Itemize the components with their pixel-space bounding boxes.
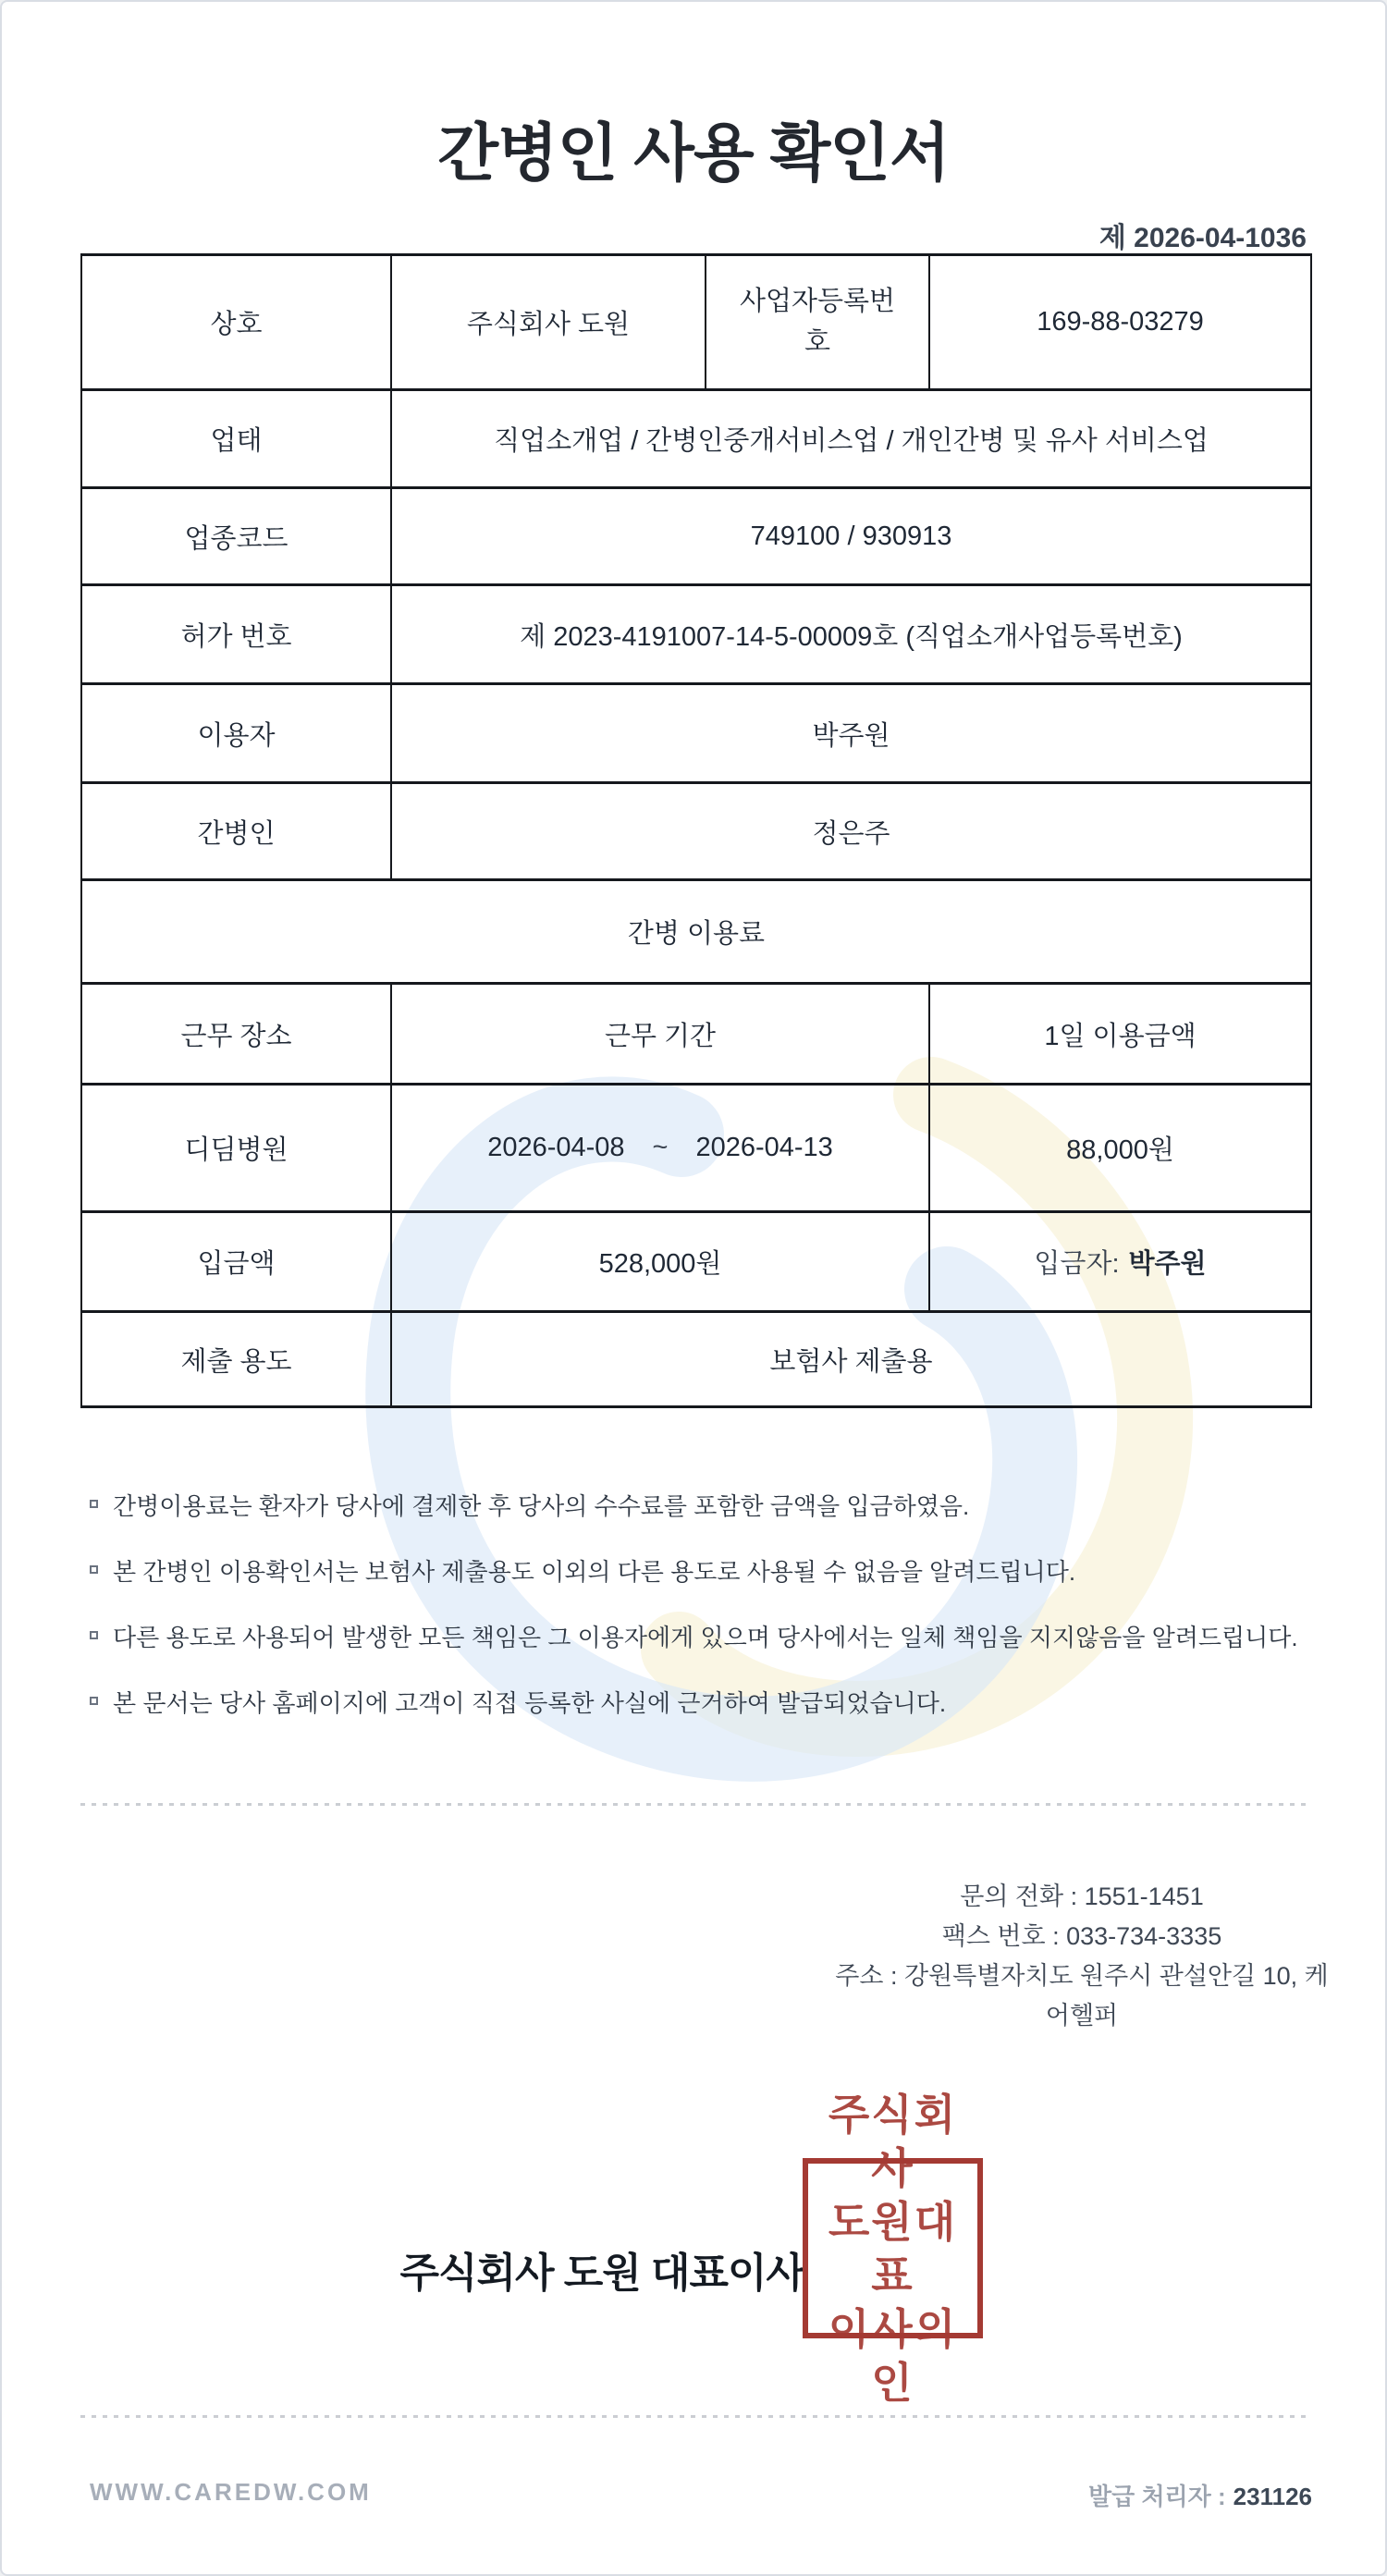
industry-code-label: 업종코드 bbox=[81, 488, 391, 585]
fee-header-row bbox=[81, 984, 1311, 1085]
user-label: 이용자 bbox=[81, 684, 391, 783]
square-bullet-icon bbox=[90, 1565, 98, 1574]
work-period-value bbox=[391, 1085, 929, 1212]
note-text: 간병이용료는 환자가 당사에 결제한 후 당사의 수수료를 포함한 금액을 입금하였음. bbox=[113, 1492, 970, 1520]
work-place-value: 디딤병원 bbox=[81, 1085, 391, 1212]
note-item bbox=[90, 1556, 1319, 1585]
table-row bbox=[81, 390, 1311, 488]
depositor-cell bbox=[929, 1212, 1311, 1312]
company-seal-stamp bbox=[803, 2090, 983, 2407]
note-text: 본 문서는 당사 홈페이지에 고객이 직접 등록한 사실에 근거하여 발급되었습니다. bbox=[113, 1689, 947, 1717]
table-row bbox=[81, 488, 1311, 585]
signature-text: 주식회사 도원 대표이사 bbox=[399, 2251, 804, 2296]
footer-website: WWW.CAREDW.COM bbox=[90, 2478, 372, 2506]
period-end: 2026-04-13 bbox=[695, 1133, 833, 1162]
dotted-divider bbox=[80, 2415, 1310, 2418]
stamp-line: 이사의인 bbox=[828, 2304, 958, 2407]
business-reg-label: 사업자등록번호 bbox=[706, 255, 929, 390]
work-period-label: 근무 기간 bbox=[391, 984, 929, 1085]
confirmation-table bbox=[80, 253, 1312, 1408]
daily-fee-value: 88,000원 bbox=[929, 1085, 1311, 1212]
note-item bbox=[90, 1622, 1319, 1650]
deposit-row bbox=[81, 1212, 1311, 1312]
note-text: 다른 용도로 사용되어 발생한 모든 책임은 그 이용자에게 있으며 당사에서는 일체 책임을 지지않음을 알려드립니다. bbox=[113, 1624, 1298, 1651]
depositor-label: 입금자: bbox=[1034, 1249, 1120, 1279]
license-value: 제 2023-4191007-14-5-00009호 (직업소개사업등록번호) bbox=[391, 585, 1311, 684]
note-item bbox=[90, 1687, 1319, 1716]
note-item bbox=[90, 1490, 1319, 1519]
caregiver-label: 간병인 bbox=[81, 783, 391, 880]
business-reg-value: 169-88-03279 bbox=[929, 255, 1311, 390]
document-number: 제 2026-04-1036 bbox=[1099, 223, 1307, 253]
note-text: 본 간병인 이용확인서는 보험사 제출용도 이외의 다른 용도로 사용될 수 없음을 알려드립니다. bbox=[113, 1558, 1076, 1586]
contact-phone: 문의 전화 : 1551-1451 bbox=[960, 1883, 1204, 1910]
dotted-divider bbox=[80, 1803, 1310, 1806]
purpose-row bbox=[81, 1312, 1311, 1407]
contact-fax: 팩스 번호 : 033-734-3335 bbox=[941, 1922, 1222, 1950]
notes-list bbox=[90, 1490, 1319, 1753]
fee-section-title: 간병 이용료 bbox=[81, 880, 1311, 984]
deposit-label: 입금액 bbox=[81, 1212, 391, 1312]
issuer-value: 231126 bbox=[1233, 2483, 1312, 2510]
table-row bbox=[81, 255, 1311, 390]
depositor-value: 박주원 bbox=[1128, 1249, 1207, 1279]
deposit-value: 528,000원 bbox=[391, 1212, 929, 1312]
page-title: 간병인 사용 확인서 bbox=[437, 118, 950, 189]
industry-code-value: 749100 / 930913 bbox=[391, 488, 1311, 585]
contact-address: 주소 : 강원특별자치도 원주시 관설안길 10, 케어헬퍼 bbox=[835, 1962, 1329, 2030]
stamp-line: 도원대표 bbox=[828, 2197, 958, 2300]
square-bullet-icon bbox=[90, 1631, 98, 1639]
period-start: 2026-04-08 bbox=[487, 1133, 625, 1162]
business-type-value: 직업소개업 / 간병인중개서비스업 / 개인간병 및 유사 서비스업 bbox=[391, 390, 1311, 488]
square-bullet-icon bbox=[90, 1500, 98, 1508]
user-value: 박주원 bbox=[391, 684, 1311, 783]
fee-section-header-row bbox=[81, 880, 1311, 984]
business-name-label: 상호 bbox=[81, 255, 391, 390]
business-type-label: 업태 bbox=[81, 390, 391, 488]
caregiver-value: 정은주 bbox=[391, 783, 1311, 880]
issuer-label: 발급 처리자 : bbox=[1087, 2483, 1226, 2510]
square-bullet-icon bbox=[90, 1697, 98, 1705]
table-row bbox=[81, 585, 1311, 684]
purpose-label: 제출 용도 bbox=[81, 1312, 391, 1407]
fee-data-row bbox=[81, 1085, 1311, 1212]
daily-fee-label: 1일 이용금액 bbox=[929, 984, 1311, 1085]
work-place-label: 근무 장소 bbox=[81, 984, 391, 1085]
footer-issuer bbox=[1088, 2478, 1312, 2512]
license-label: 허가 번호 bbox=[81, 585, 391, 684]
table-row bbox=[81, 684, 1311, 783]
business-name-value: 주식회사 도원 bbox=[391, 255, 706, 390]
contact-block bbox=[832, 1877, 1332, 2036]
period-tilde: ~ bbox=[652, 1133, 669, 1162]
stamp-line: 주식회사 bbox=[828, 2090, 958, 2192]
purpose-value: 보험사 제출용 bbox=[391, 1312, 1311, 1407]
table-row bbox=[81, 783, 1311, 880]
